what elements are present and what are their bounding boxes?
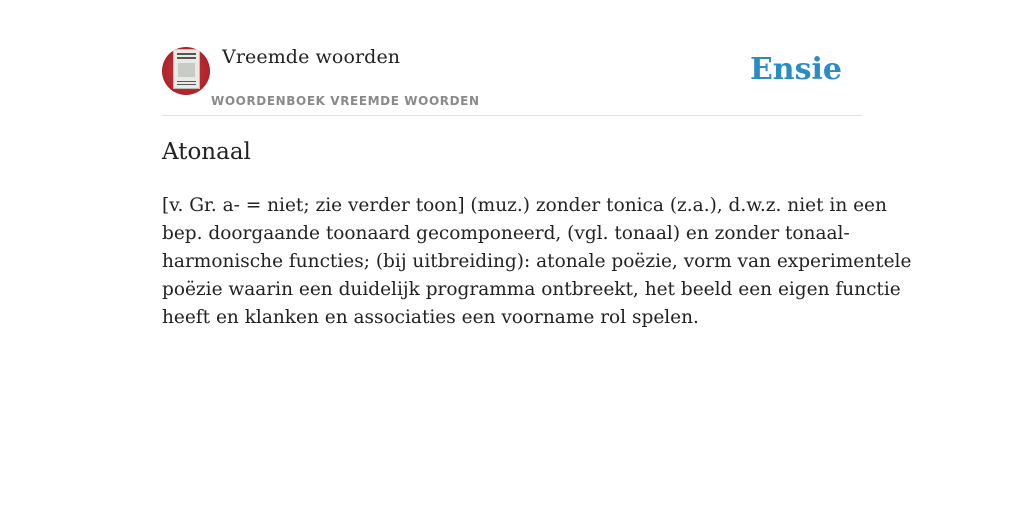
- book-title-bar: [177, 57, 196, 59]
- book-title-bar: [177, 53, 196, 55]
- definition-line: [v. Gr. a- = niet; zie verder toon] (muz.) zonder tonica (z.a.), d.w.z. niet in een: [162, 195, 887, 216]
- definition-line: heeft en klanken en associaties een voorname rol spelen.: [162, 307, 699, 328]
- definition-line: harmonische functies; (bij uitbreiding): atonale poëzie, vorm van experimentele: [162, 251, 912, 272]
- entry-title: Atonaal: [162, 139, 251, 165]
- definition-line: bep. doorgaande toonaard gecomponeerd, (vgl. tonaal) en zonder tonaal-: [162, 223, 850, 244]
- entry-definition: [162, 192, 912, 332]
- book-cover: [173, 49, 200, 89]
- definition-line: poëzie waarin een duidelijk programma ontbreekt, het beeld een eigen functie: [162, 279, 901, 300]
- site-title[interactable]: Vreemde woorden: [222, 46, 401, 68]
- book-caption-bar: [177, 81, 196, 82]
- book-cover-image: [178, 63, 195, 77]
- brand-logo[interactable]: Ensie: [749, 52, 842, 87]
- book-caption-bar: [177, 84, 196, 85]
- site-subtitle: WOORDENBOEK VREEMDE WOORDEN: [211, 94, 480, 108]
- header: [162, 44, 862, 116]
- book-cover-icon[interactable]: [162, 47, 210, 95]
